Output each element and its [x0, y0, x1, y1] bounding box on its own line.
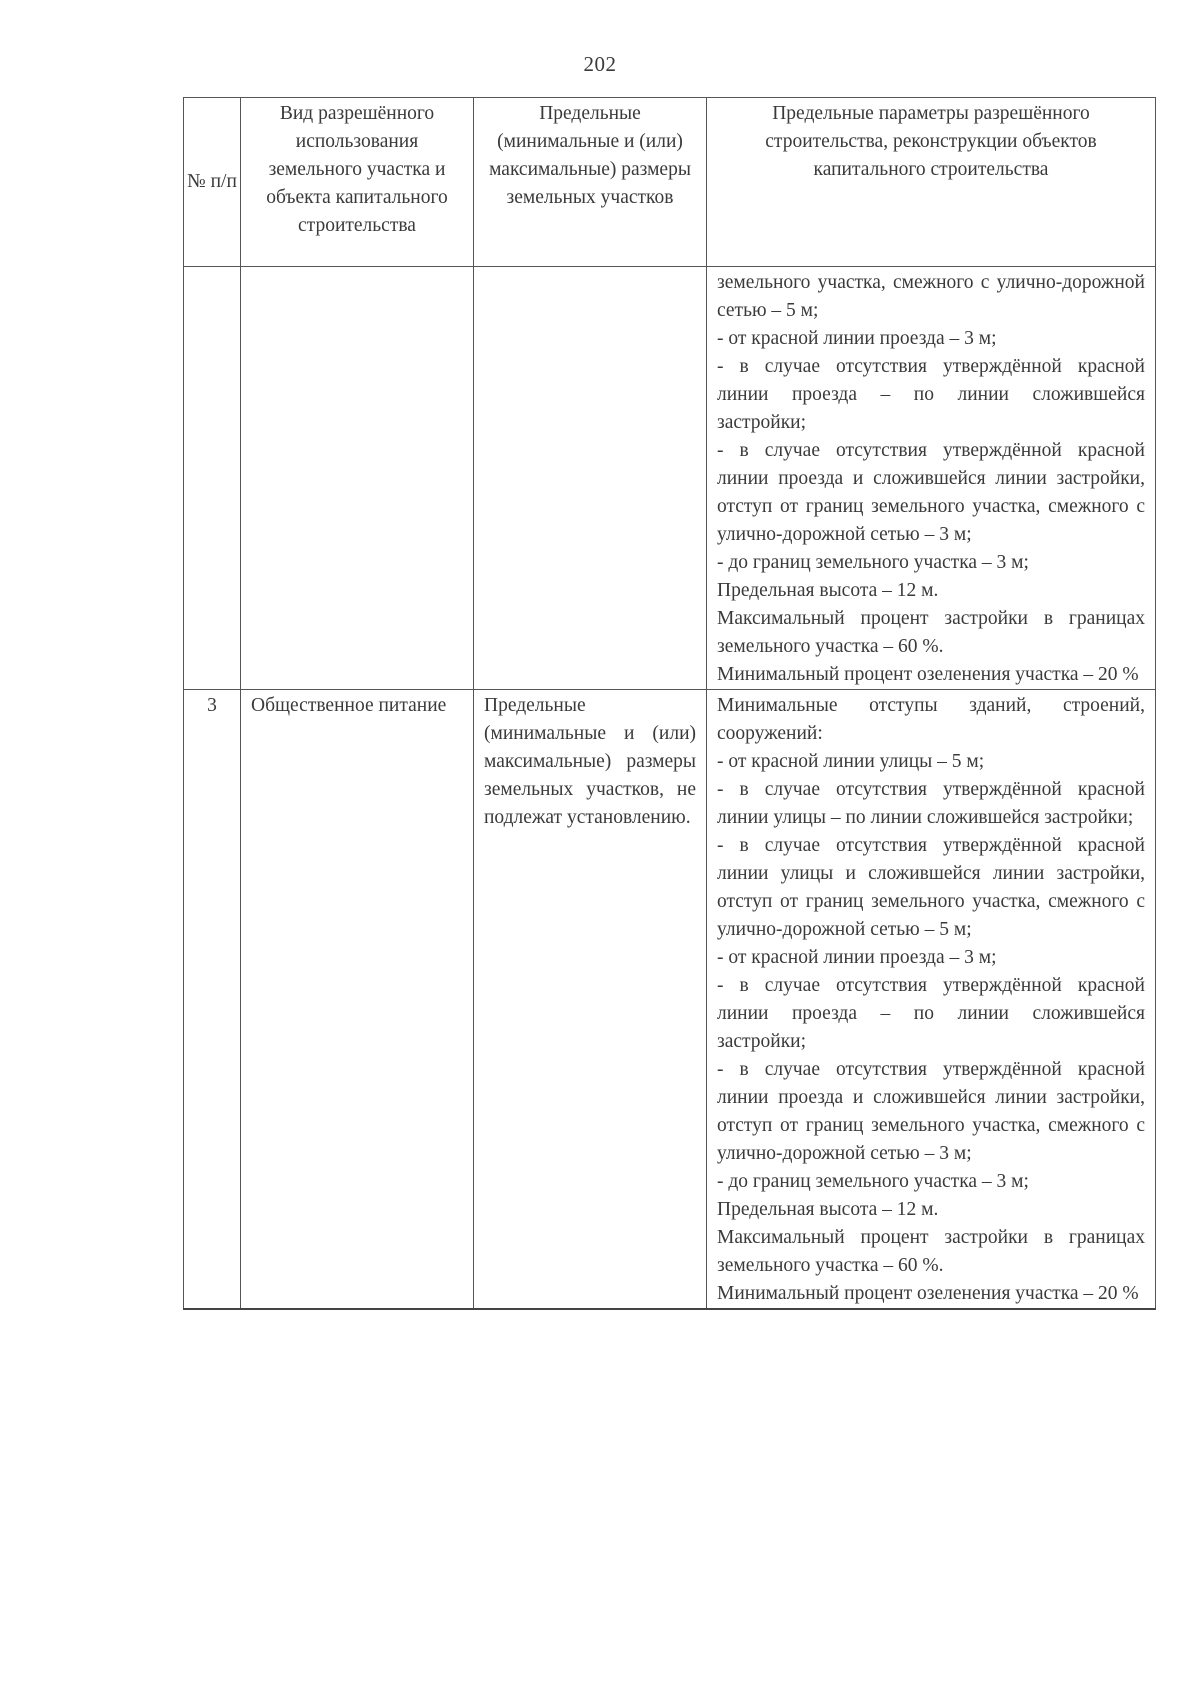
param-line: - в случае отсутствия утверждённой красной линии проезда и сложившейся линии застройки, отступ от границ земельного участка, смежного с улично-дорожной сетью – 3 м; — [717, 1059, 1145, 1164]
row-plot-sizes: Предельные (минимальные и (или) максимальные) размеры земельных участков, не подлежат установлению. — [474, 690, 707, 1310]
row-build-params — [707, 690, 1156, 1310]
table-row — [184, 267, 1156, 690]
param-line: Предельная высота – 12 м. — [717, 580, 939, 601]
header-plot-sizes: Предельные (минимальные и (или) максимальные) размеры земельных участков — [474, 98, 707, 267]
param-line: - до границ земельного участка – 3 м; — [717, 552, 1029, 573]
row-number — [184, 267, 241, 690]
param-line: Минимальный процент озеленения участка – 20 % — [717, 1283, 1139, 1304]
param-line: Максимальный процент застройки в границах земельного участка – 60 %. — [717, 1227, 1145, 1276]
param-line: Минимальные отступы зданий, строений, сооружений: — [717, 695, 1145, 744]
param-line: Максимальный процент застройки в границах земельного участка – 60 %. — [717, 608, 1145, 657]
param-line: - от красной линии проезда – 3 м; — [717, 328, 997, 349]
param-line: - от красной линии проезда – 3 м; — [717, 947, 997, 968]
table-header-row — [184, 98, 1156, 267]
row-use-type: Общественное питание — [241, 690, 474, 1310]
row-use-type — [241, 267, 474, 690]
table-row — [184, 690, 1156, 1310]
param-line: Предельная высота – 12 м. — [717, 1199, 939, 1220]
row-plot-sizes — [474, 267, 707, 690]
page-number: 202 — [583, 52, 617, 76]
param-line: земельного участка, смежного с улично-дорожной сетью – 5 м; — [717, 272, 1145, 321]
row-number: 3 — [184, 690, 241, 1310]
row-build-params — [707, 267, 1156, 690]
param-line: - в случае отсутствия утверждённой красной линии улицы и сложившейся линии застройки, отступ от границ земельного участка, смежного с улично-дорожной сетью – 5 м; — [717, 835, 1145, 940]
param-line: - до границ земельного участка – 3 м; — [717, 1171, 1029, 1192]
header-build-params: Предельные параметры разрешённого строительства, реконструкции объектов капитального строительства — [707, 98, 1156, 267]
param-line: - в случае отсутствия утверждённой красной линии улицы – по линии сложившейся застройки; — [717, 779, 1145, 828]
land-use-parameters-table — [183, 97, 1156, 1310]
header-number: № п/п — [184, 98, 241, 267]
param-line: - от красной линии улицы – 5 м; — [717, 751, 985, 772]
param-line: - в случае отсутствия утверждённой красной линии проезда и сложившейся линии застройки, отступ от границ земельного участка, смежного с улично-дорожной сетью – 3 м; — [717, 440, 1145, 545]
header-use-type: Вид разрешённого использования земельного участка и объекта капитального строительства — [241, 98, 474, 267]
param-line: - в случае отсутствия утверждённой красной линии проезда – по линии сложившейся застройки; — [717, 975, 1145, 1052]
param-line: - в случае отсутствия утверждённой красной линии проезда – по линии сложившейся застройки; — [717, 356, 1145, 433]
param-line: Минимальный процент озеленения участка – 20 % — [717, 664, 1139, 685]
